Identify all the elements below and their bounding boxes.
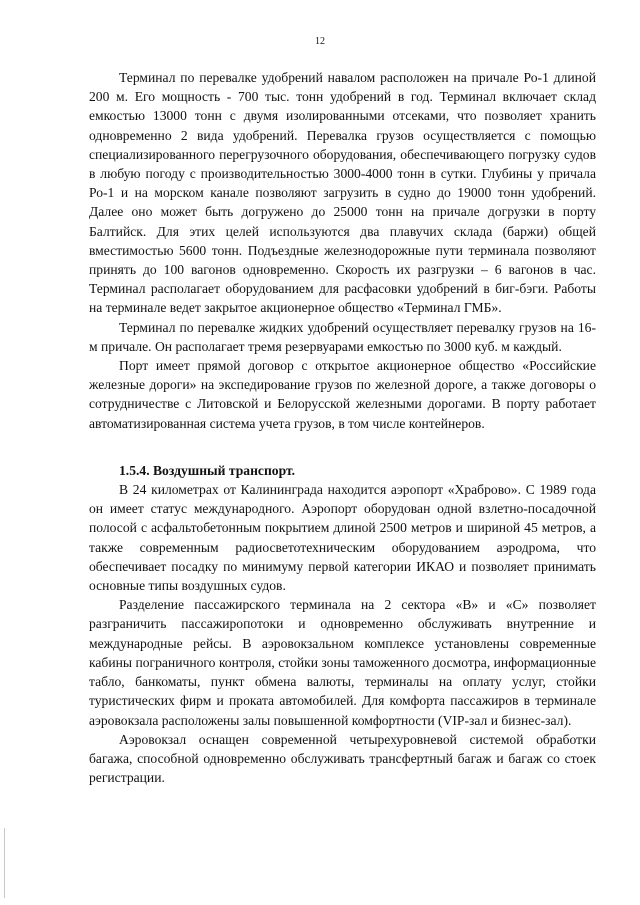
paragraph-baggage-system: Аэровокзал оснащен современной четырехуровневой системой обработки багажа, способной одновременно обслуживать трансфертный багаж и багаж со стоек регистрации. [89, 731, 596, 786]
document-body [89, 68, 596, 787]
page-number: 12 [315, 36, 325, 47]
section-heading-air-transport: 1.5.4. Воздушный транспорт. [119, 462, 296, 478]
paragraph-fertilizer-terminal: Терминал по перевалке удобрений навалом расположен на причале Ро-1 длиной 200 м. Его мощность - 700 тыс. тонн удобрений в год. Терминал включает склад емкостью 13000 тонн с двумя изолированными отсеками, что позволяет хранить одновременно 2 вида удобрений. Перевалка грузов осуществляется с помощью специализированного перегрузочного оборудования, обеспечивающего погрузку судов в любую погоду с производительностью 3000-4000 тонн в сутки. Глубины у причала Ро-1 и на морском канале позволяют загрузить в судно до 19000 тонн удобрений. Далее оно может быть догружено до 25000 тонн на причале догрузки в порту Балтийск. Для этих целей используются два плавучих склада (баржи) общей вместимостью 5600 тонн. Подъездные железнодорожные пути терминала позволяют принять до 100 вагонов одновременно. Скорость их разгрузки – 6 вагонов в час. Терминал располагает оборудованием для расфасовки удобрений в биг-бэги. Работы на терминале ведет закрытое акционерное общество «Терминал ГМБ». [89, 70, 596, 316]
paragraph-airport-khrabrovo: В 24 километрах от Калининграда находится аэропорт «Храброво». С 1989 года он имеет статус международного. Аэропорт оборудован одной взлетно-посадочной полосой с асфальтобетонным покрытием длиной 2500 метров и шириной 45 метров, а также современным радиосветотехническим оборудованием аэродрома, что обеспечивает посадку по минимуму первой категории ИКАО и позволяет принимать основные типы воздушных судов. [89, 482, 596, 594]
paragraph-railway-contract: Порт имеет прямой договор с открытое акционерное общество «Российские железные дороги» на экспедирование грузов по железной дороге, а также договоры о сотрудничестве с Литовской и Белорусской железными дорогами. В порту работает автоматизированная система учета грузов, в том числе контейнеров. [89, 358, 596, 431]
scan-margin-mark [4, 828, 5, 898]
paragraph-liquid-fertilizer-terminal: Терминал по перевалке жидких удобрений осуществляет перевалку грузов на 16-м причале. Он располагает тремя резервуарами емкостью по 3000 куб. м каждый. [89, 319, 596, 354]
paragraph-passenger-terminal: Разделение пассажирского терминала на 2 сектора «В» и «С» позволяет разграничить пассажиропотоки и одновременно обслуживать внутренние и международные рейсы. В аэровокзальном комплексе установлены современные кабины пограничного контроля, стойки зоны таможенного досмотра, информационные табло, банкоматы, пункт обмена валюты, терминалы на оплату услуг, стойки туристических фирм и проката автомобилей. Для комфорта пассажиров в терминале аэровокзала расположены залы повышенной комфортности (VIP-зал и бизнес-зал). [89, 597, 596, 728]
